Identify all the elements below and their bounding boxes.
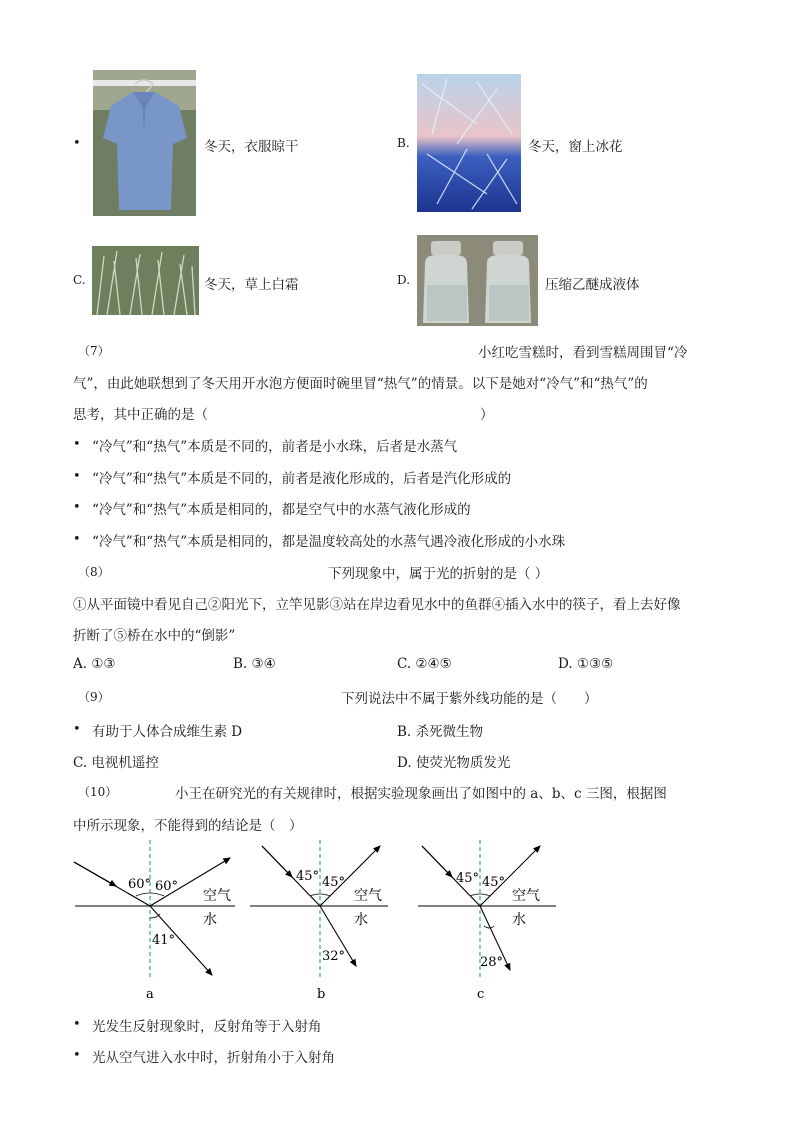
air-label: 空气 xyxy=(203,888,231,904)
q8-line1: ①从平面镜中看见自己②阳光下，立竿见影③站在岸边看见水中的鱼群④插入水中的筷子，看上去好像 xyxy=(73,597,681,613)
water-label: 水 xyxy=(203,912,217,928)
q8-line2: 折断了⑤桥在水中的“倒影” xyxy=(73,628,236,644)
frost-window-photo xyxy=(417,74,521,212)
svg-text:c: c xyxy=(477,987,485,1002)
ether-bottles-photo xyxy=(417,235,538,326)
q7-option-b: “冷气”和“热气”本质是不同的，前者是液化形成的，后者是汽化形成的 xyxy=(92,471,512,487)
q8-stem: 下列现象中，属于光的折射的是（ ） xyxy=(328,566,549,582)
option-c-letter: C. xyxy=(73,273,86,287)
q9-option-c: C. 电视机遥控 xyxy=(73,755,159,771)
option-c-text: 冬天，草上白霜 xyxy=(204,277,299,293)
q10-option-b: 光从空气进入水中时，折射角小于入射角 xyxy=(92,1050,335,1066)
q7-option-d-bullet: • xyxy=(73,532,81,547)
diagram-c xyxy=(414,838,564,1003)
q9-option-a-bullet: • xyxy=(73,722,81,737)
diagram-a xyxy=(70,838,240,1003)
q7-option-d: “冷气”和“热气”本质是相同的，都是温度较高处的水蒸气遇冷液化形成的小水珠 xyxy=(92,534,566,550)
svg-text:28°: 28° xyxy=(480,955,504,970)
q10-option-b-bullet: • xyxy=(73,1048,81,1063)
option-d-letter: D. xyxy=(397,273,411,287)
q7-stem-line2: 气”，由此她联想到了冬天用开水泡方便面时碗里冒“热气”的情景。以下是她对“冷气”和“热气”的 xyxy=(73,376,648,392)
q7-stem-line3b: ） xyxy=(480,407,494,423)
option-b-letter: B. xyxy=(397,136,410,150)
svg-text:32°: 32° xyxy=(322,949,346,964)
frost-grass-photo xyxy=(92,246,199,315)
refract-angle-label: 41° xyxy=(152,933,176,948)
q10-number: （10） xyxy=(78,785,118,799)
svg-text:b: b xyxy=(317,987,326,1002)
svg-text:空气: 空气 xyxy=(512,888,540,904)
q7-stem-line3a: 思考，其中正确的是（ xyxy=(73,407,208,423)
option-a-text: 冬天，衣服晾干 xyxy=(204,139,299,155)
q9-option-a: 有助于人体合成维生素 D xyxy=(92,724,243,740)
q8-option-b: B. ③④ xyxy=(233,656,276,672)
svg-text:45°: 45° xyxy=(296,869,320,884)
incident-angle-label: 60° xyxy=(128,877,152,892)
q8-option-a: A. ①③ xyxy=(73,656,116,672)
q8-number: （8） xyxy=(78,565,110,579)
q8-option-d: D. ①③⑤ xyxy=(558,656,614,672)
q7-option-b-bullet: • xyxy=(73,469,81,484)
option-d-text: 压缩乙醚成液体 xyxy=(545,277,640,293)
q10-line2: 中所示现象，不能得到的结论是（ ） xyxy=(73,818,303,834)
svg-text:水: 水 xyxy=(354,912,368,928)
option-a-bullet: • xyxy=(73,136,81,151)
svg-text:水: 水 xyxy=(512,912,526,928)
reflect-angle-label: 60° xyxy=(155,879,179,894)
shirt-photo xyxy=(93,70,196,216)
q10-option-a: 光发生反射现象时，反射角等于入射角 xyxy=(92,1019,322,1035)
q7-option-a-bullet: • xyxy=(73,437,81,452)
q7-option-a: “冷气”和“热气”本质是不同的，前者是小水珠，后者是水蒸气 xyxy=(92,439,458,455)
q7-option-c: “冷气”和“热气”本质是相同的，都是空气中的水蒸气液化形成的 xyxy=(92,502,471,518)
q7-number: （7） xyxy=(78,344,110,358)
q8-option-c: C. ②④⑤ xyxy=(397,656,452,672)
option-b-text: 冬天，窗上冰花 xyxy=(528,139,623,155)
q9-option-d: D. 使荧光物质发光 xyxy=(397,755,511,771)
q10-line1: 小王在研究光的有关规律时，根据实验现象画出了如图中的 a、b、c 三图，根据图 xyxy=(175,786,667,802)
diagram-b xyxy=(246,838,396,1003)
svg-text:45°: 45° xyxy=(482,875,506,890)
q9-number: （9） xyxy=(78,690,110,704)
q10-option-a-bullet: • xyxy=(73,1017,81,1032)
svg-text:45°: 45° xyxy=(322,875,346,890)
q9-option-b: B. 杀死微生物 xyxy=(397,724,484,740)
q9-stem: 下列说法中不属于紫外线功能的是（ ） xyxy=(341,691,598,707)
svg-text:空气: 空气 xyxy=(354,888,382,904)
diagram-label: a xyxy=(146,987,154,1002)
q7-option-c-bullet: • xyxy=(73,500,81,515)
q7-stem-line1: 小红吃雪糕时，看到雪糕周围冒“冷 xyxy=(478,345,688,361)
svg-text:45°: 45° xyxy=(456,871,480,886)
